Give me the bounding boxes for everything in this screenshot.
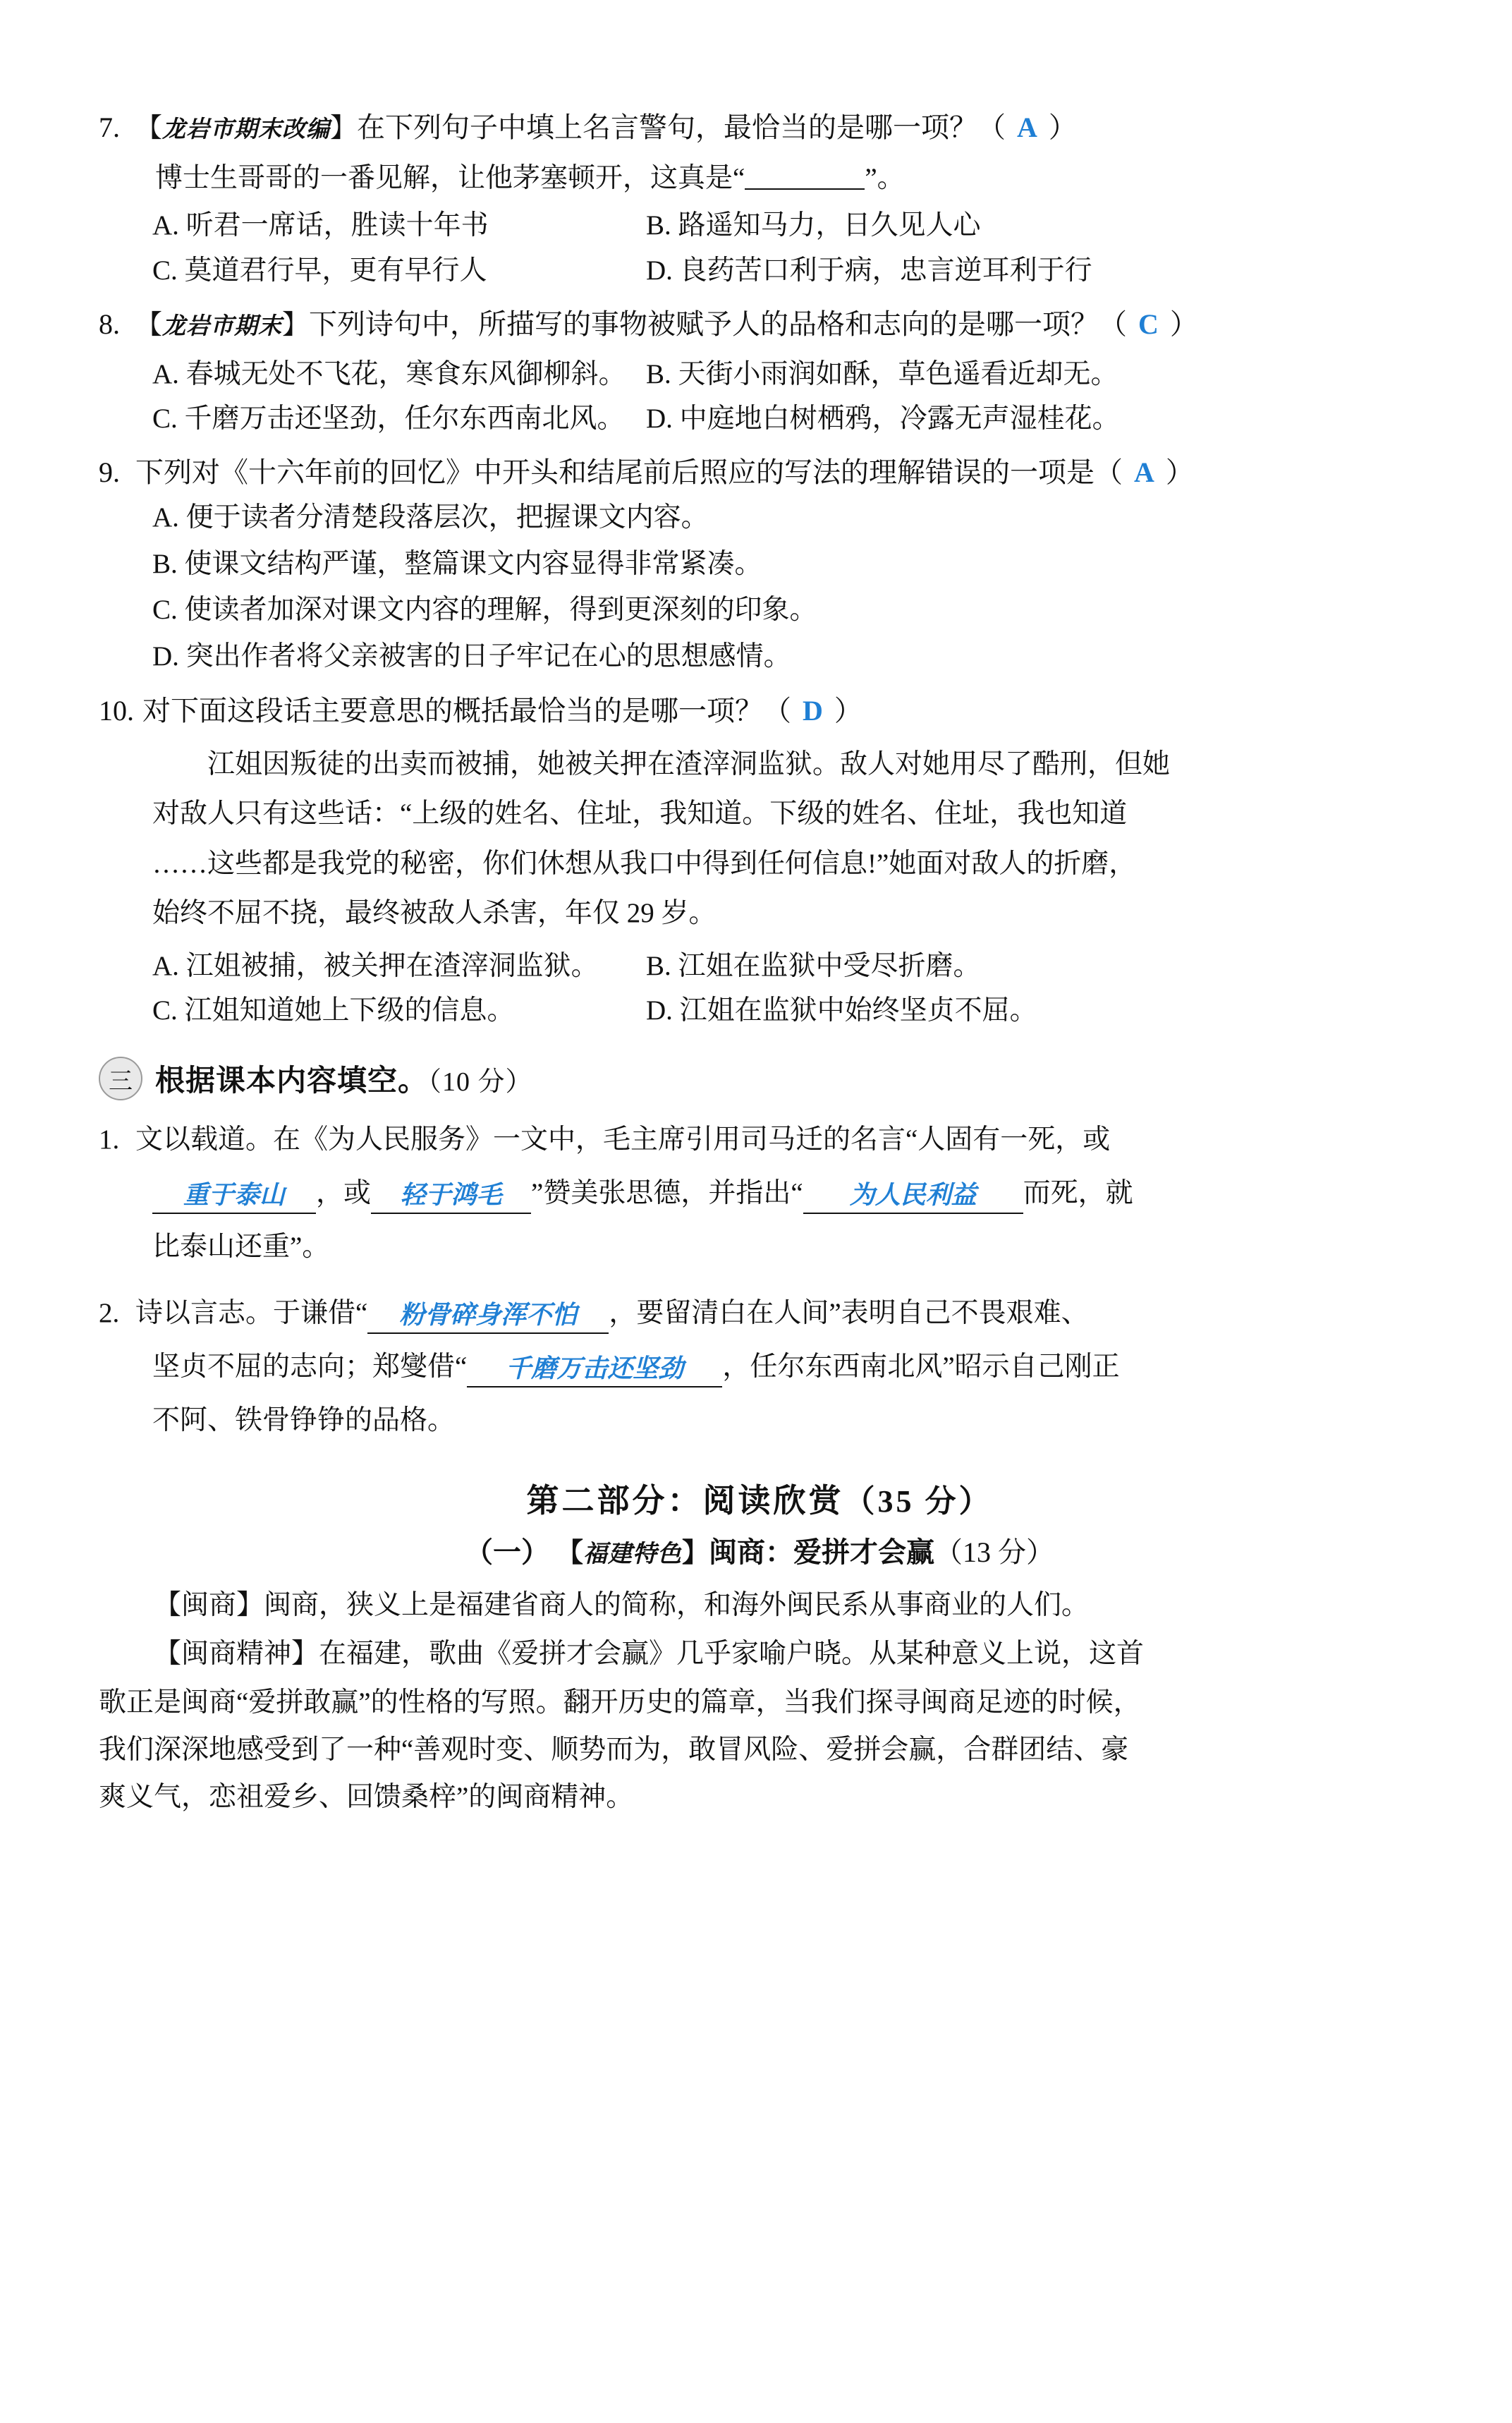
passage-line-3: ……这些都是我党的秘密，你们休想从我口中得到任何信息!”她面对敌人的折磨， bbox=[152, 848, 1137, 879]
question-10-options-row1 bbox=[152, 944, 1420, 988]
question-7-stem-after: ”。 bbox=[865, 163, 905, 193]
question-9-answer: A bbox=[1134, 456, 1154, 489]
question-8-header: 8. 【龙岩市期末】下列诗句中，所描写的事物被赋予人的品格和志向的是哪一项？（ C ） bbox=[99, 303, 1420, 346]
question-8-answer: C bbox=[1138, 308, 1159, 340]
question-7 bbox=[99, 106, 1420, 293]
question-8-option-b[interactable]: B. 天街小雨润如酥，草色遥看近却无。 bbox=[646, 358, 1118, 389]
question-9-header bbox=[99, 451, 1420, 494]
question-7-prompt-end: ） bbox=[1048, 111, 1077, 143]
fill-item-1-blank-1[interactable]: 重于泰山 bbox=[152, 1182, 316, 1214]
fill-item-1-blank-2[interactable]: 轻于鸿毛 bbox=[371, 1182, 531, 1214]
question-10-answer: D bbox=[803, 695, 823, 727]
paragraph-1-line-1: 闽商，狭义上是福建省商人的简称，和海外闽民系从事商业的人们。 bbox=[264, 1589, 1090, 1620]
fill-item-1-seg4: 而死，就 bbox=[1023, 1178, 1133, 1209]
question-7-stem-before: 博士生哥哥的一番见解，让他茅塞顿开，这真是“ bbox=[155, 163, 745, 193]
question-10-header bbox=[99, 689, 1420, 733]
question-10 bbox=[99, 689, 1420, 1033]
question-8-number: 8. bbox=[99, 308, 120, 340]
question-7-header: 7. 【龙岩市期末改编】在下列句子中填上名言警句，最恰当的是哪一项？（ A ） bbox=[99, 106, 1420, 150]
paragraph-2-line-4: 爽义气，恋祖爱乡、回馈桑梓”的闽商精神。 bbox=[99, 1781, 634, 1812]
fill-item-1-blank-3[interactable]: 为人民利益 bbox=[803, 1182, 1023, 1214]
question-10-prompt: 对下面这段话主要意思的概括最恰当的是哪一项？（ bbox=[142, 695, 791, 727]
fill-item-1-seg2: ，或 bbox=[316, 1178, 372, 1209]
fill-item-1-line-2 bbox=[152, 1167, 1420, 1220]
paragraph-2 bbox=[99, 1630, 1420, 1677]
question-7-answer: A bbox=[1017, 111, 1037, 143]
reading-one-tag: 福建特色 bbox=[583, 1539, 682, 1568]
question-9-prompt: 下列对《十六年前的回忆》中开头和结尾前后照应的写法的理解错误的一项是（ bbox=[135, 456, 1123, 489]
passage-line-2: 对敌人只有这些话：“上级的姓名、住址，我知道。下级的姓名、住址，我也知道 bbox=[152, 798, 1128, 830]
paragraph-2-line-2: 歌正是闽商“爱拼敢赢”的性格的写照。翻开历史的篇章，当我们探寻闽商足迹的时候， bbox=[99, 1687, 1141, 1718]
reading-one-main: 闽商：爱拼才会赢 bbox=[709, 1536, 935, 1568]
passage-line-1: 江姐因叛徒的出卖而被捕，她被关押在渣滓洞监狱。敌人对她用尽了酷刑，但她 bbox=[207, 749, 1171, 780]
question-9-number: 9. bbox=[99, 456, 120, 489]
paragraph-2-line-3: 我们深深地感受到了一种“善观时变、顺势而为，敢冒风险、爱拼会赢，合群团结、豪 bbox=[99, 1734, 1129, 1765]
fill-item-1-number: 1. bbox=[99, 1124, 120, 1155]
question-9-option-a[interactable]: A. 便于读者分清楚段落层次，把握课文内容。 bbox=[152, 502, 709, 533]
question-7-options-row2 bbox=[152, 248, 1420, 293]
paragraph-2-line-1: 在福建，歌曲《爱拼才会赢》几乎家喻户晓。从某种意义上说，这首 bbox=[319, 1638, 1145, 1669]
question-7-option-c[interactable]: C. 莫道君行早，更有早行人 bbox=[152, 255, 487, 286]
question-9-option-d[interactable]: D. 突出作者将父亲被害的日子牢记在心的思想感情。 bbox=[152, 640, 791, 672]
fill-item-2-line-3: 不阿、铁骨铮铮的品格。 bbox=[152, 1405, 456, 1436]
fill-item-2-number: 2. bbox=[99, 1298, 120, 1329]
question-10-option-a[interactable]: A. 江姐被捕，被关押在渣滓洞监狱。 bbox=[152, 950, 599, 981]
fill-item-2-seg2: ，要留清白在人间”表明自己不畏艰难、 bbox=[609, 1298, 1089, 1329]
fill-item-2-blank-2[interactable]: 千磨万击还坚劲 bbox=[467, 1355, 722, 1387]
paragraph-1 bbox=[99, 1581, 1420, 1629]
question-9 bbox=[99, 451, 1420, 679]
section-three-title bbox=[155, 1057, 533, 1100]
question-10-option-d[interactable]: D. 江姐在监狱中始终坚贞不屈。 bbox=[646, 995, 1037, 1026]
question-10-option-c[interactable]: C. 江姐知道她上下级的信息。 bbox=[152, 995, 515, 1026]
fill-item-1-seg3: ”赞美张思德，并指出“ bbox=[531, 1178, 803, 1209]
question-7-prompt: 在下列句子中填上名言警句，最恰当的是哪一项？（ bbox=[357, 111, 1006, 143]
paragraph-1-lead: 【闽商】 bbox=[154, 1589, 264, 1620]
question-10-options-row2 bbox=[152, 988, 1420, 1033]
section-three-score: （10 分） bbox=[428, 1067, 533, 1098]
question-7-option-a[interactable]: A. 听君一席话，胜读十年书 bbox=[152, 210, 489, 241]
fill-item-2-seg4: ，任尔东西南北风”昭示自己刚正 bbox=[722, 1352, 1120, 1383]
question-7-stem bbox=[99, 157, 1420, 200]
question-8-tag: 龙岩市期末 bbox=[162, 311, 283, 339]
question-10-option-b[interactable]: B. 江姐在监狱中受尽折磨。 bbox=[646, 950, 981, 981]
passage-line-4: 始终不屈不挠，最终被敌人杀害，年仅 29 岁。 bbox=[152, 897, 717, 928]
part-two-title-text: 第二部分：阅读欣赏 bbox=[526, 1482, 844, 1519]
fill-item-2-line-2 bbox=[152, 1340, 1420, 1394]
part-two-score: （35 分） bbox=[843, 1483, 993, 1519]
question-10-number: 10. bbox=[99, 695, 134, 727]
fill-item-2-line-1 bbox=[99, 1287, 1420, 1340]
section-three-item-1 bbox=[99, 1113, 1420, 1274]
question-8-option-a[interactable]: A. 春城无处不飞花，寒食东风御柳斜。 bbox=[152, 358, 626, 389]
question-10-prompt-end: ） bbox=[834, 695, 862, 727]
question-9-prompt-end: ） bbox=[1165, 456, 1194, 489]
section-three-header bbox=[99, 1057, 1420, 1100]
fill-item-1-line-3: 比泰山还重”。 bbox=[152, 1232, 330, 1263]
fill-item-1-seg1: 文以载道。在《为人民服务》一文中，毛主席引用司马迁的名言“人固有一死，或 bbox=[135, 1124, 1111, 1155]
paragraph-2-lead: 【闽商精神】 bbox=[154, 1638, 319, 1669]
question-8-prompt: 下列诗句中，所描写的事物被赋予人的品格和志向的是哪一项？（ bbox=[309, 308, 1128, 340]
question-9-option-b[interactable]: B. 使课文结构严谨，整篇课文内容显得非常紧凑。 bbox=[152, 548, 762, 579]
fill-item-2-seg3: 坚贞不屈的志向；郑燮借“ bbox=[152, 1352, 468, 1383]
question-7-option-d[interactable]: D. 良药苦口利于病，忠言逆耳利于行 bbox=[646, 255, 1092, 286]
question-9-option-c[interactable]: C. 使读者加深对课文内容的理解，得到更深刻的印象。 bbox=[152, 595, 817, 626]
question-7-number: 7. bbox=[99, 111, 120, 143]
question-7-tag: 龙岩市期末改编 bbox=[162, 115, 331, 142]
question-8-options-row2 bbox=[152, 396, 1420, 441]
reading-one-title: （一） 【福建特色】闽商：爱拼才会赢（13 分） bbox=[464, 1536, 1055, 1568]
section-three-item-2 bbox=[99, 1287, 1420, 1447]
reading-one-prefix: （一） bbox=[464, 1536, 549, 1568]
section-three-title-text: 根据课本内容填空。 bbox=[155, 1065, 429, 1098]
question-8-option-d[interactable]: D. 中庭地白树栖鸦，冷露无声湿桂花。 bbox=[646, 403, 1120, 434]
reading-one-body bbox=[99, 1581, 1420, 1821]
fill-item-2-blank-1[interactable]: 粉骨碎身浑不怕 bbox=[367, 1301, 609, 1334]
question-8-prompt-end: ） bbox=[1169, 308, 1198, 340]
question-7-blank[interactable] bbox=[745, 188, 865, 190]
question-8-options-row1 bbox=[152, 352, 1420, 396]
question-7-option-b[interactable]: B. 路遥知马力，日久见人心 bbox=[646, 210, 981, 241]
reading-one-score: （13 分） bbox=[934, 1536, 1055, 1568]
fill-item-2-seg1: 诗以言志。于谦借“ bbox=[135, 1298, 368, 1329]
question-8-option-c[interactable]: C. 千磨万击还坚劲，任尔东西南北风。 bbox=[152, 403, 625, 434]
section-three-badge: 三 bbox=[99, 1057, 142, 1100]
fill-item-1-line-1 bbox=[99, 1113, 1420, 1167]
question-7-options-row1 bbox=[152, 203, 1420, 248]
question-10-passage bbox=[152, 740, 1420, 938]
part-two-title bbox=[99, 1475, 1420, 1522]
question-8 bbox=[99, 303, 1420, 441]
